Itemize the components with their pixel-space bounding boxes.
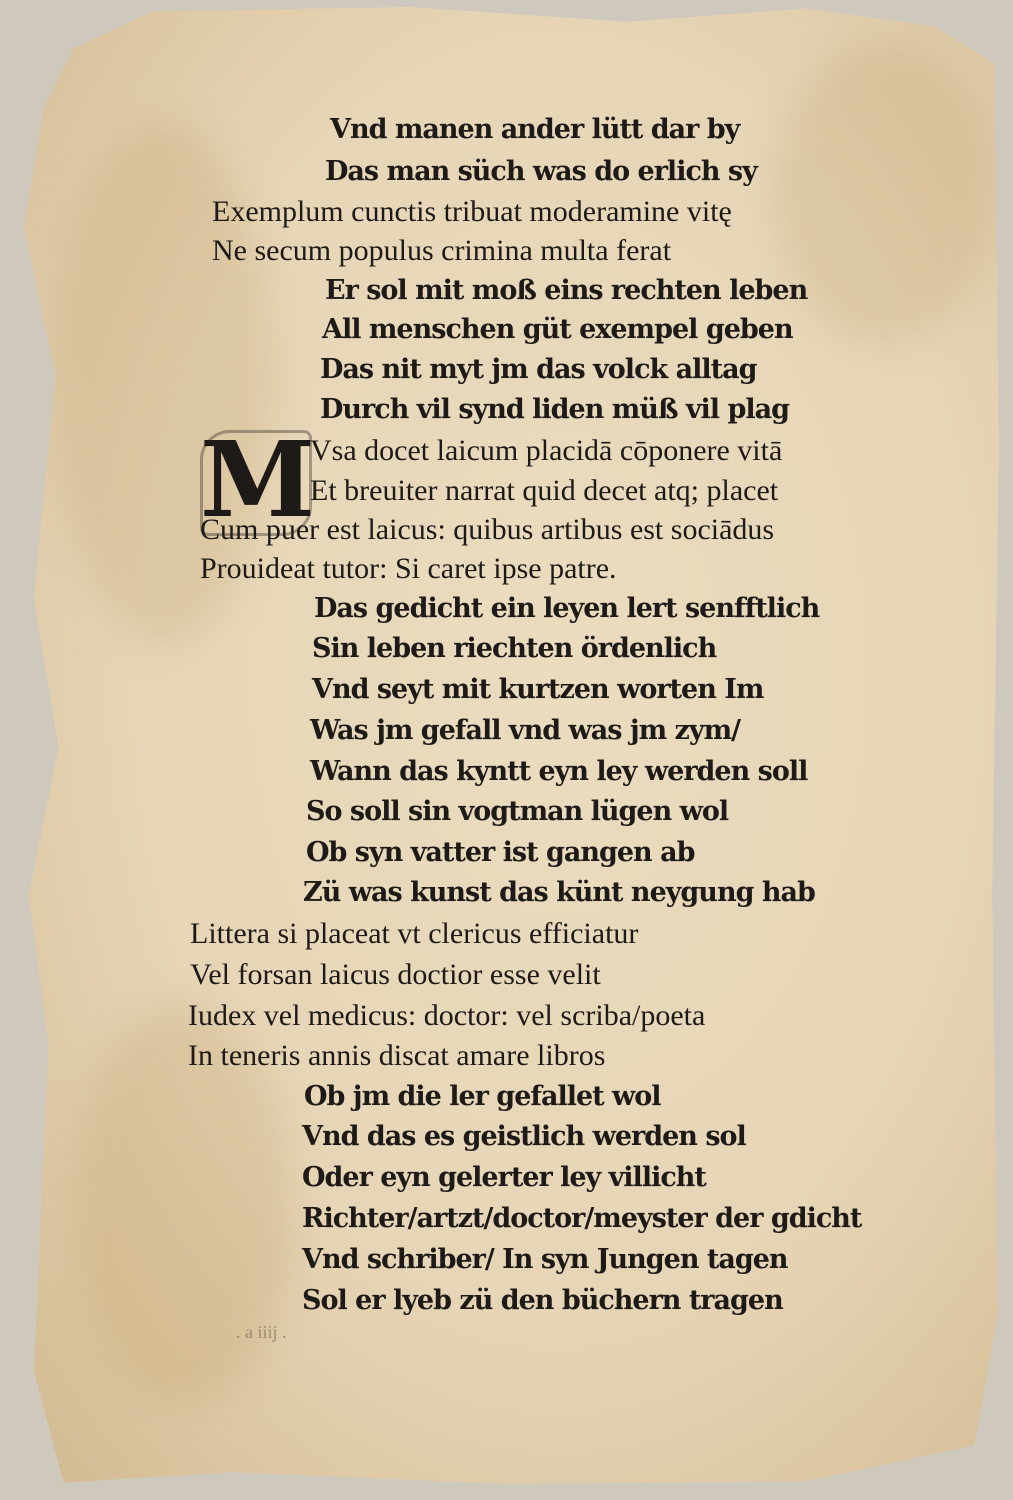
verse-line: Er sol mit moß eins rechten leben bbox=[325, 275, 808, 306]
verse-line: Was jm gefall vnd was jm zym/ bbox=[310, 715, 741, 746]
verse-line: Vnd das es geistlich werden sol bbox=[302, 1121, 746, 1152]
verse-line: Wann das kyntt eyn ley werden soll bbox=[310, 756, 808, 787]
verse-line: Das nit myt jm das volck alltag bbox=[320, 354, 757, 385]
verse-line: Vnd schriber/ In syn Jungen tagen bbox=[302, 1244, 788, 1275]
verse-line: So soll sin vogtman lügen wol bbox=[306, 796, 729, 827]
verse-line: Vnd manen ander lütt dar by bbox=[330, 114, 740, 145]
verse-line: Vnd seyt mit kurtzen worten Im bbox=[312, 674, 764, 705]
verse-line: Ob syn vatter ist gangen ab bbox=[306, 837, 695, 868]
verse-line: Oder eyn gelerter ley villicht bbox=[302, 1162, 706, 1193]
latin-line: Cum puer est laicus: quibus artibus est sociādus bbox=[200, 513, 775, 546]
latin-line: Littera si placeat vt clericus efficiatur bbox=[190, 917, 639, 950]
verse-line: Das gedicht ein leyen lert senfftlich bbox=[314, 593, 820, 624]
folio-signature: . a iiij . bbox=[236, 1322, 287, 1342]
verse-line: Richter/artzt/doctor/meyster der gdicht bbox=[302, 1203, 862, 1234]
verse-line: Sol er lyeb zü den büchern tragen bbox=[302, 1285, 783, 1316]
latin-line: Ne secum populus crimina multa ferat bbox=[212, 234, 672, 267]
verse-line: Ob jm die ler gefallet wol bbox=[304, 1081, 661, 1112]
verse-line: Zü was kunst das künt neygung hab bbox=[303, 877, 815, 908]
latin-line: Vel forsan laicus doctior esse velit bbox=[190, 958, 601, 991]
latin-line: Et breuiter narrat quid decet atq; placet bbox=[310, 474, 779, 507]
verse-line: All menschen güt exempel geben bbox=[322, 314, 793, 345]
latin-line: Exemplum cunctis tribuat moderamine vitę bbox=[212, 195, 732, 228]
latin-line: In teneris annis discat amare libros bbox=[188, 1039, 606, 1072]
latin-line: Iudex vel medicus: doctor: vel scriba/poeta bbox=[188, 999, 706, 1032]
verse-line: Durch vil synd liden müß vil plag bbox=[320, 394, 789, 425]
decorated-initial: M bbox=[200, 418, 316, 541]
latin-line: Vsa docet laicum placidā cōponere vitā bbox=[310, 434, 783, 467]
verse-line: Das man süch was do erlich sy bbox=[325, 156, 757, 187]
latin-line: Prouideat tutor: Si caret ipse patre. bbox=[200, 552, 617, 585]
verse-line: Sin leben riechten ördenlich bbox=[312, 633, 717, 664]
